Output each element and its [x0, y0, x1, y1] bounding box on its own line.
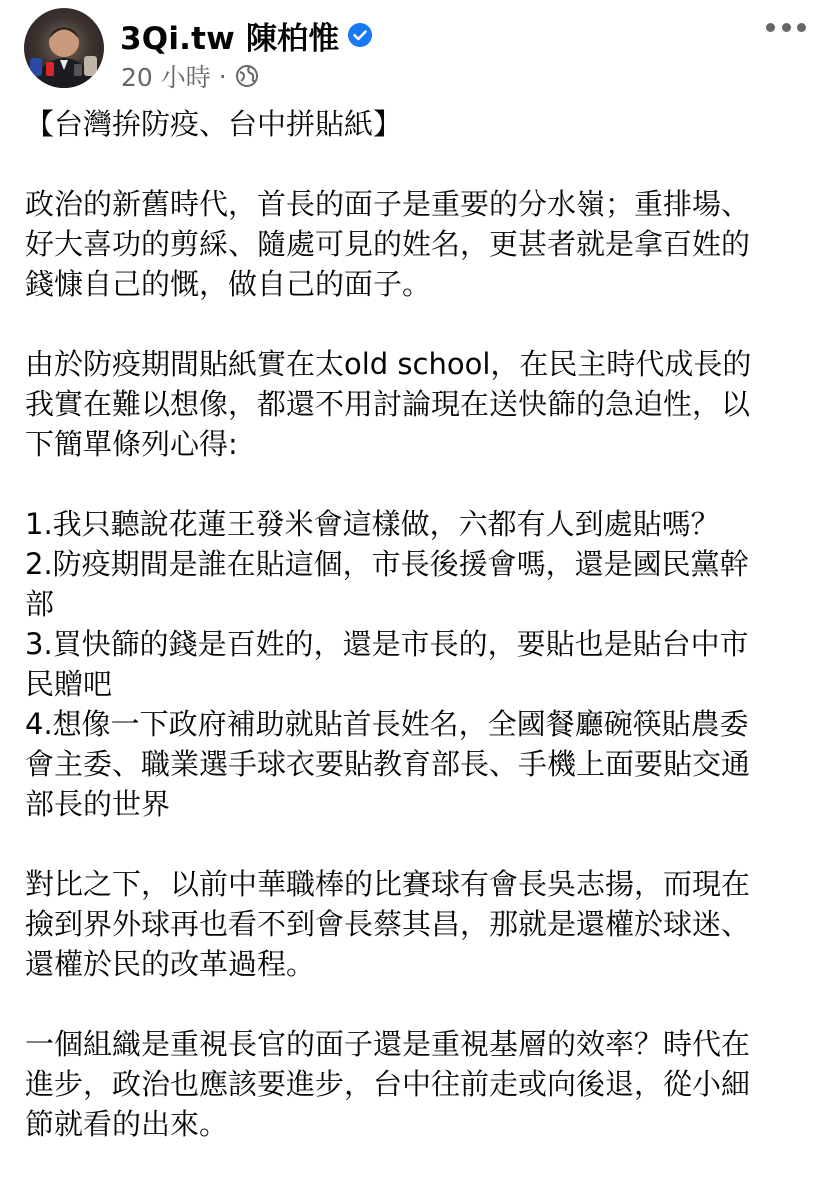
post-text-line: 進步，政治也應該要進步，台中往前走或向後退，從小細	[25, 1067, 751, 1101]
post-text-line: 部長的世界	[25, 787, 171, 821]
more-dot	[782, 23, 791, 32]
meta-separator: ·	[218, 61, 227, 91]
post-text-line: 節就看的出來。	[25, 1107, 229, 1141]
post-text-line: 下簡單條列心得:	[25, 427, 238, 461]
post-text-line: 政治的新舊時代，首長的面子是重要的分水嶺；重排場、	[25, 187, 751, 221]
author-avatar[interactable]	[24, 8, 104, 88]
post-text-line: 3.買快篩的錢是百姓的，還是市長的，要貼也是貼台中市	[25, 627, 749, 661]
post-paragraph	[25, 104, 805, 144]
post-paragraph	[25, 344, 805, 464]
post-text-line: 民贈吧	[25, 667, 113, 701]
post-text-line: 2.防疫期間是誰在貼這個，市長後援會嗎，還是國民黨幹	[25, 547, 749, 581]
post-text	[25, 104, 805, 1184]
post-paragraph	[25, 1024, 805, 1144]
verified-badge-icon	[348, 23, 372, 47]
post-text-line: 還權於民的改革過程。	[25, 947, 316, 981]
author-row	[120, 12, 372, 58]
post-header	[0, 0, 828, 110]
post-text-line: 會主委、職業選手球衣要貼教育部長、手機上面要貼交通	[25, 747, 751, 781]
post-paragraph	[25, 184, 805, 304]
post-text-line: 一個組織是重視長官的面子還是重視基層的效率？時代在	[25, 1027, 751, 1061]
post-text-line: 【台灣拚防疫、台中拼貼紙】	[25, 107, 403, 141]
post-text-line: 對比之下，以前中華職棒的比賽球有會長吳志揚，而現在	[25, 867, 751, 901]
post-paragraph	[25, 504, 805, 824]
post-meta	[121, 58, 259, 94]
post-text-line: 我實在難以想像，都還不用討論現在送快篩的急迫性，以	[25, 387, 751, 421]
post-text-line: 1.我只聽說花蓮王發米會這樣做，六都有人到處貼嗎？	[25, 507, 720, 541]
post-text-line: 撿到界外球再也看不到會長蔡其昌，那就是還權於球迷、	[25, 907, 751, 941]
post-text-line: 由於防疫期間貼紙實在太old school，在民主時代成長的	[25, 347, 752, 381]
globe-icon[interactable]	[235, 64, 259, 88]
post-text-line: 好大喜功的剪綵、隨處可見的姓名，更甚者就是拿百姓的	[25, 227, 751, 261]
author-name[interactable]: 3Qi.tw 陳柏惟	[120, 20, 340, 57]
post-paragraph	[25, 864, 805, 984]
more-dot	[797, 23, 806, 32]
avatar-photo	[24, 8, 104, 88]
post-timestamp[interactable]: 20 小時	[121, 63, 211, 92]
more-options-icon[interactable]	[766, 14, 806, 40]
post-text-line: 部	[25, 587, 55, 621]
post-text-line: 錢慷自己的慨，做自己的面子。	[25, 267, 432, 301]
more-dot	[766, 23, 775, 32]
post-text-line: 4.想像一下政府補助就貼首長姓名，全國餐廳碗筷貼農委	[25, 707, 749, 741]
